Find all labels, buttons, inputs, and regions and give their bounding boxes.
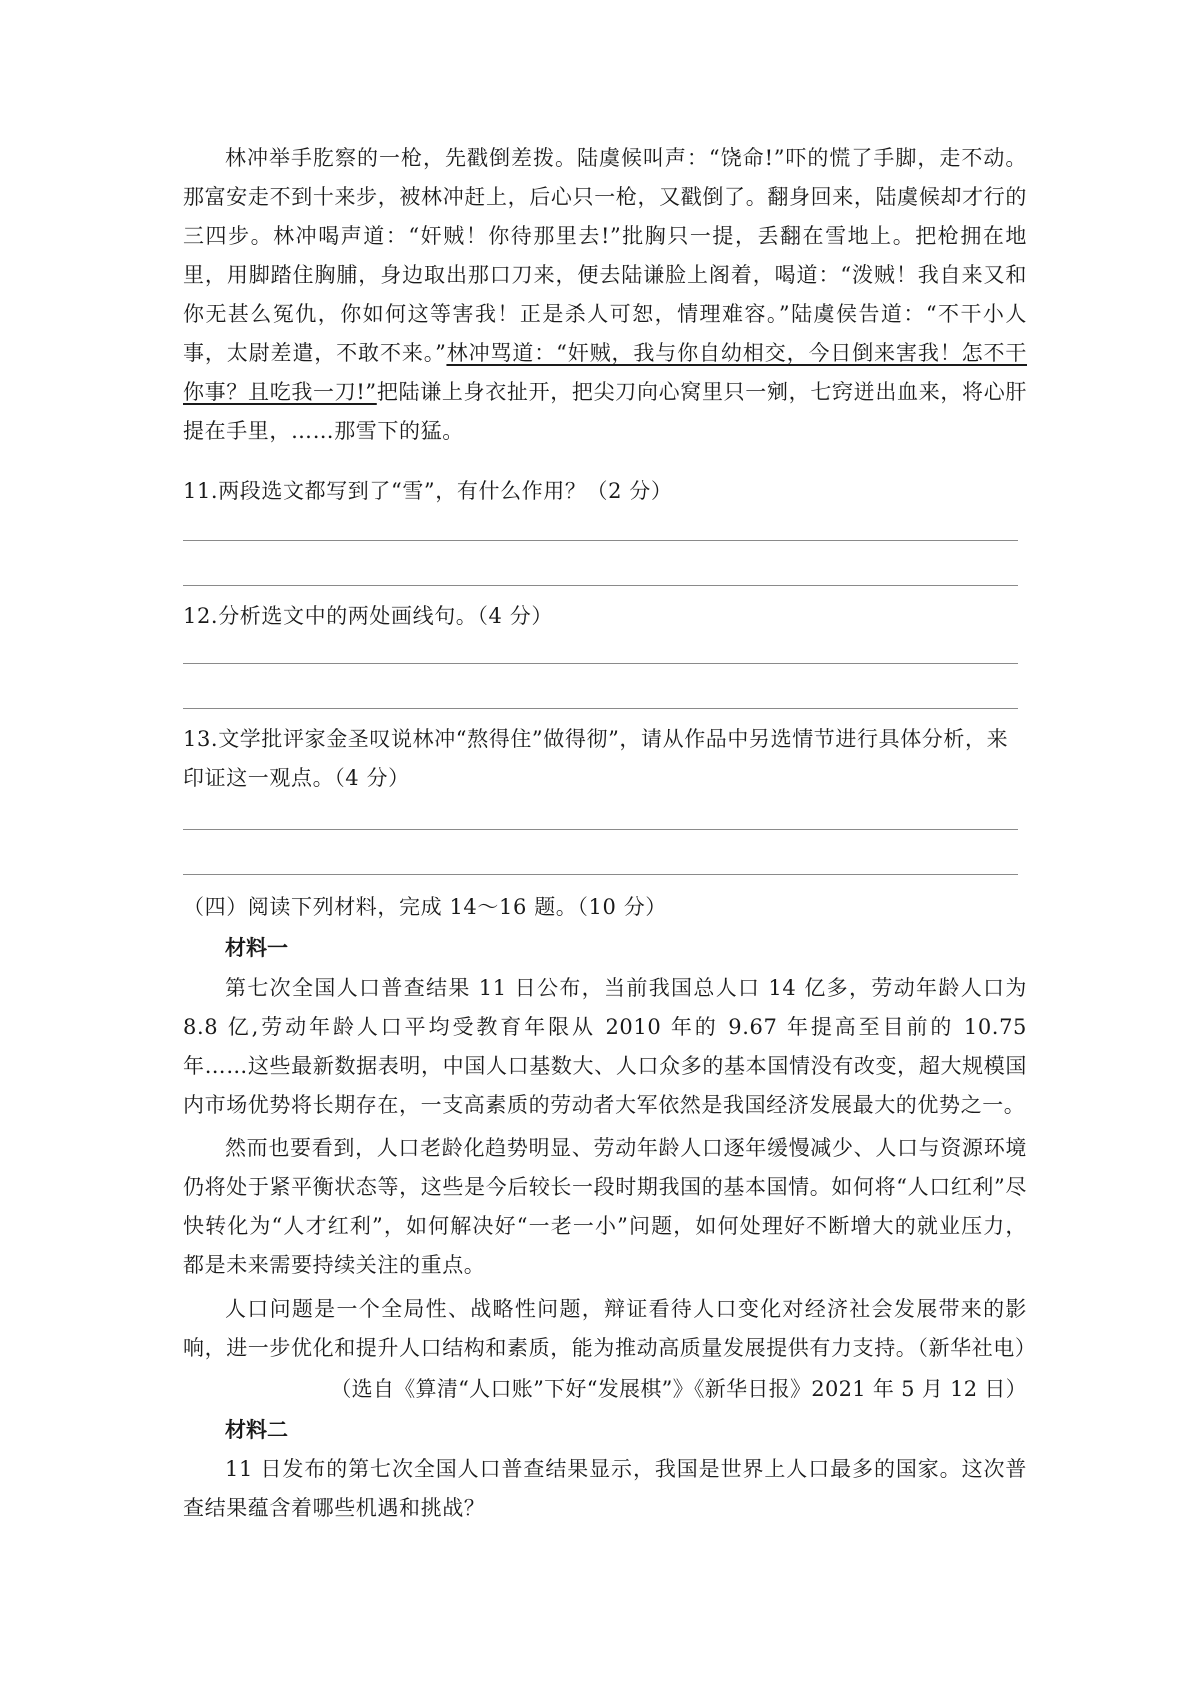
passage-text-b: 把陆谦上身衣扯开，把尖刀向心窝里只一剜，七窍迸出血来，将心肝提在手里，……那雪下的猛。	[183, 380, 1027, 443]
question-13: 13.文学批评家金圣叹说林冲“熬得住”做得彻”，请从作品中另选情节进行具体分析，来印证这一观点。（4 分）	[183, 727, 1009, 790]
answer-line[interactable]	[183, 663, 1018, 664]
question-11: 11.两段选文都写到了“雪”，有什么作用？（2 分）	[183, 479, 673, 503]
passage-paragraph	[183, 139, 1027, 451]
material-1-paragraph-2: 然而也要看到，人口老龄化趋势明显、劳动年龄人口逐年缓慢减少、人口与资源环境仍将处于紧平衡状态等，这些是今后较长一段时期我国的基本国情。如何将“人口红利”尽快转化为“人才红利”，如何解决好“一老一小”问题，如何处理好不断增大的就业压力，都是未来需要持续关注的重点。	[183, 1136, 1027, 1277]
material-2-heading: 材料二	[225, 1417, 288, 1442]
answer-line[interactable]	[183, 874, 1018, 875]
material-1-heading: 材料一	[225, 935, 288, 960]
answer-line[interactable]	[183, 540, 1018, 541]
answer-line[interactable]	[183, 829, 1018, 830]
answer-line[interactable]	[183, 708, 1018, 709]
material-1-paragraph-3: 人口问题是一个全局性、战略性问题，辩证看待人口变化对经济社会发展带来的影响，进一步优化和提升人口结构和素质，能为推动高质量发展提供有力支持。（新华社电）	[183, 1297, 1037, 1360]
material-1-source: （选自《算清“人口账”下好“发展棋”》《新华日报》2021 年 5 月 12 日）	[330, 1377, 1027, 1401]
answer-line[interactable]	[183, 585, 1018, 586]
passage-text-a: 林冲举手肐察的一枪，先戳倒差拨。陆虞候叫声：“饶命!”吓的慌了手脚，走不动。那富安走不到十来步，被林冲赶上，后心只一枪，又戳倒了。翻身回来，陆虞候却才行的三四步。林冲喝声道：“奸贼！你待那里去!”批胸只一提，丢翻在雪地上。把枪拥在地里，用脚踏住胸脯，身边取出那口刀来，便去陆谦脸上阁着，喝道：“泼贼！我自来又和你无甚么冤仇，你如何这等害我！正是杀人可恕，情理难容。”陆虞侯告道：“不干小人事，太尉差遣，不敢不来。”	[183, 146, 1027, 365]
question-12: 12.分析选文中的两处画线句。（4 分）	[183, 604, 553, 628]
material-1-paragraph-1: 第七次全国人口普查结果 11 日公布，当前我国总人口 14 亿多，劳动年龄人口为 8.8 亿,劳动年龄人口平均受教育年限从 2010 年的 9.67 年提高至目前的 10.75 年……这些最新数据表明，中国人口基数大、人口众多的基本国情没有改变，超大规模国内市场优势将长期存在，一支高素质的劳动者大军依然是我国经济发展最大的优势之一。	[183, 976, 1027, 1117]
section-4-title: （四）阅读下列材料，完成 14～16 题。（10 分）	[183, 895, 667, 919]
material-2-paragraph-1: 11 日发布的第七次全国人口普查结果显示，我国是世界上人口最多的国家。这次普查结果蕴含着哪些机遇和挑战？	[183, 1457, 1027, 1520]
underlined-sentence: 林冲骂道：“奸贼，我与你自幼相交，今日倒来害我！怎不干你事？且吃我一刀!”	[183, 341, 1027, 404]
